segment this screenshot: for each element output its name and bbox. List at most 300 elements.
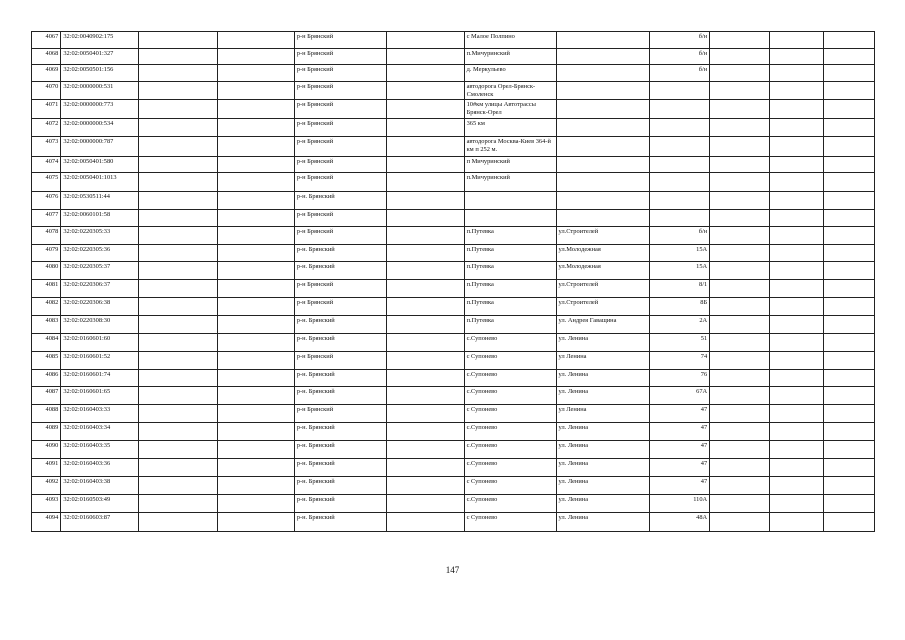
cell-cadastral-number: 32:02:0220305:33 xyxy=(61,227,139,245)
cell-cadastral-number: 32:02:0050401:580 xyxy=(61,157,139,173)
table-row xyxy=(32,227,875,245)
cell-street: ул.Строителей xyxy=(556,298,649,316)
cell-empty xyxy=(824,441,875,459)
cell-empty xyxy=(386,65,464,82)
cell-record-number: 4072 xyxy=(32,119,61,137)
cell-locality: п.Путевка xyxy=(464,245,556,262)
cell-empty xyxy=(217,65,294,82)
cell-empty xyxy=(769,137,824,157)
cell-house: 15А xyxy=(649,262,710,280)
cell-record-number: 4094 xyxy=(32,513,61,532)
cell-empty xyxy=(769,227,824,245)
cell-street: ул. Ленина xyxy=(556,495,649,513)
cell-cadastral-number: 32:02:0060101:58 xyxy=(61,210,139,227)
cell-street xyxy=(556,157,649,173)
cell-locality: с Супонево xyxy=(464,477,556,495)
cell-empty xyxy=(139,334,218,352)
cell-locality: 365 км xyxy=(464,119,556,137)
cell-locality: автодорога Орел-Брянск-Смоленск xyxy=(464,82,556,100)
registry-sheet xyxy=(31,31,875,532)
cell-empty xyxy=(710,119,770,137)
cell-empty xyxy=(769,192,824,210)
cell-house: 76 xyxy=(649,370,710,387)
cell-empty xyxy=(710,459,770,477)
cell-empty xyxy=(217,298,294,316)
cell-district: р-н. Брянский xyxy=(294,477,386,495)
cell-record-number: 4079 xyxy=(32,245,61,262)
cell-empty xyxy=(710,441,770,459)
cell-locality xyxy=(464,210,556,227)
cell-empty xyxy=(710,32,770,49)
cell-street: ул.Молодежная xyxy=(556,262,649,280)
cell-cadastral-number: 32:02:0160403:38 xyxy=(61,477,139,495)
cell-locality: с Супонево xyxy=(464,405,556,423)
cell-record-number: 4089 xyxy=(32,423,61,441)
cell-empty xyxy=(217,352,294,370)
cell-empty xyxy=(217,119,294,137)
table-row xyxy=(32,119,875,137)
cell-cadastral-number: 32:02:0220306:38 xyxy=(61,298,139,316)
cell-empty xyxy=(139,82,218,100)
table-row xyxy=(32,192,875,210)
cell-empty xyxy=(824,280,875,298)
cell-district: р-н Брянский xyxy=(294,280,386,298)
cell-empty xyxy=(710,477,770,495)
cell-street xyxy=(556,65,649,82)
cell-street: ул. Ленина xyxy=(556,387,649,405)
cell-empty xyxy=(710,82,770,100)
cell-empty xyxy=(824,459,875,477)
cell-house: б/н xyxy=(649,65,710,82)
cell-district: р-н Брянский xyxy=(294,119,386,137)
cell-empty xyxy=(139,262,218,280)
cell-empty xyxy=(824,334,875,352)
cell-house: 2А xyxy=(649,316,710,334)
cell-street xyxy=(556,137,649,157)
registry-rows xyxy=(32,32,875,532)
cell-house: 51 xyxy=(649,334,710,352)
cell-empty xyxy=(769,513,824,532)
cell-empty xyxy=(139,352,218,370)
cell-empty xyxy=(386,173,464,192)
cell-empty xyxy=(217,82,294,100)
cell-empty xyxy=(217,405,294,423)
cell-empty xyxy=(710,405,770,423)
table-row xyxy=(32,32,875,49)
cell-cadastral-number: 32:02:0160603:87 xyxy=(61,513,139,532)
cell-cadastral-number: 32:02:0160601:74 xyxy=(61,370,139,387)
cell-empty xyxy=(824,245,875,262)
cell-district: р-н. Брянский xyxy=(294,370,386,387)
cell-empty xyxy=(824,477,875,495)
cell-empty xyxy=(217,370,294,387)
cell-cadastral-number: 32:02:0160601:60 xyxy=(61,334,139,352)
cell-empty xyxy=(217,334,294,352)
cell-district: р-н. Брянский xyxy=(294,387,386,405)
cell-district: р-н. Брянский xyxy=(294,459,386,477)
cell-empty xyxy=(824,100,875,119)
cell-district: р-н Брянский xyxy=(294,82,386,100)
cell-empty xyxy=(386,157,464,173)
cell-empty xyxy=(824,173,875,192)
cell-empty xyxy=(139,137,218,157)
cell-cadastral-number: 32:02:0040902:175 xyxy=(61,32,139,49)
cell-cadastral-number: 32:02:0160403:36 xyxy=(61,459,139,477)
cell-empty xyxy=(386,32,464,49)
table-row xyxy=(32,298,875,316)
cell-empty xyxy=(386,298,464,316)
cell-empty xyxy=(139,173,218,192)
cell-empty xyxy=(139,477,218,495)
cell-street xyxy=(556,119,649,137)
cell-street xyxy=(556,192,649,210)
cell-empty xyxy=(217,459,294,477)
cell-empty xyxy=(769,477,824,495)
cell-street xyxy=(556,100,649,119)
cell-empty xyxy=(217,441,294,459)
cell-empty xyxy=(217,495,294,513)
cell-district: р-н. Брянский xyxy=(294,316,386,334)
cell-empty xyxy=(769,119,824,137)
cell-house xyxy=(649,119,710,137)
cell-record-number: 4086 xyxy=(32,370,61,387)
cell-empty xyxy=(824,513,875,532)
cell-locality: п.Путевка xyxy=(464,262,556,280)
cell-cadastral-number: 32:02:0220305:37 xyxy=(61,262,139,280)
cell-empty xyxy=(386,441,464,459)
table-row xyxy=(32,477,875,495)
cell-locality: с Супонево xyxy=(464,352,556,370)
cell-empty xyxy=(139,32,218,49)
cell-cadastral-number: 32:02:0050401:1013 xyxy=(61,173,139,192)
cell-empty xyxy=(386,405,464,423)
cell-empty xyxy=(710,370,770,387)
cell-house xyxy=(649,100,710,119)
cell-cadastral-number: 32:02:0050401:327 xyxy=(61,49,139,65)
cell-record-number: 4070 xyxy=(32,82,61,100)
cell-empty xyxy=(710,352,770,370)
cell-district: р-н Брянский xyxy=(294,137,386,157)
cell-empty xyxy=(824,210,875,227)
cell-cadastral-number: 32:02:0220306:37 xyxy=(61,280,139,298)
cell-empty xyxy=(139,100,218,119)
table-row xyxy=(32,513,875,532)
table-row xyxy=(32,157,875,173)
table-row xyxy=(32,423,875,441)
cell-locality: с.Супонево xyxy=(464,495,556,513)
cell-empty xyxy=(769,495,824,513)
cell-empty xyxy=(217,137,294,157)
cell-empty xyxy=(769,280,824,298)
cell-locality: с Малое Полпино xyxy=(464,32,556,49)
cell-district: р-н Брянский xyxy=(294,173,386,192)
cell-record-number: 4078 xyxy=(32,227,61,245)
cell-empty xyxy=(139,65,218,82)
cell-district: р-н. Брянский xyxy=(294,192,386,210)
cell-street xyxy=(556,173,649,192)
cell-empty xyxy=(824,298,875,316)
cell-district: р-н Брянский xyxy=(294,298,386,316)
cell-house xyxy=(649,210,710,227)
cell-locality: п.Путевка xyxy=(464,316,556,334)
cell-record-number: 4071 xyxy=(32,100,61,119)
cell-empty xyxy=(824,82,875,100)
cell-record-number: 4090 xyxy=(32,441,61,459)
cell-house: 67А xyxy=(649,387,710,405)
cell-record-number: 4067 xyxy=(32,32,61,49)
cell-empty xyxy=(386,119,464,137)
cell-cadastral-number: 32:02:0160403:33 xyxy=(61,405,139,423)
cell-empty xyxy=(710,192,770,210)
cell-locality: с Супонево xyxy=(464,513,556,532)
cell-locality: п.Мичуринский xyxy=(464,173,556,192)
cell-empty xyxy=(139,227,218,245)
cell-street: ул. Ленина xyxy=(556,423,649,441)
cell-house: 74 xyxy=(649,352,710,370)
cell-empty xyxy=(217,262,294,280)
cell-house xyxy=(649,192,710,210)
cell-cadastral-number: 32:02:0160403:35 xyxy=(61,441,139,459)
cell-empty xyxy=(769,316,824,334)
cell-empty xyxy=(824,65,875,82)
table-row xyxy=(32,262,875,280)
cell-empty xyxy=(386,352,464,370)
cell-empty xyxy=(824,157,875,173)
cell-empty xyxy=(710,65,770,82)
cell-empty xyxy=(386,334,464,352)
cell-locality xyxy=(464,192,556,210)
cell-locality: автодорога Москва-Киев 364-й км п 252 м. xyxy=(464,137,556,157)
cell-empty xyxy=(139,370,218,387)
cell-district: р-н Брянский xyxy=(294,210,386,227)
cell-empty xyxy=(769,245,824,262)
cell-empty xyxy=(386,370,464,387)
cell-locality: 10#км улицы Автотрассы Брянск-Орел xyxy=(464,100,556,119)
cell-empty xyxy=(824,192,875,210)
cell-empty xyxy=(386,280,464,298)
cell-empty xyxy=(769,423,824,441)
cell-record-number: 4081 xyxy=(32,280,61,298)
cell-locality: с.Супонево xyxy=(464,334,556,352)
cell-district: р-н. Брянский xyxy=(294,513,386,532)
cell-district: р-н Брянский xyxy=(294,227,386,245)
cell-empty xyxy=(769,370,824,387)
cell-street: ул. Андрея Гаващина xyxy=(556,316,649,334)
cell-empty xyxy=(710,298,770,316)
cell-cadastral-number: 32:02:0050501:156 xyxy=(61,65,139,82)
cell-street xyxy=(556,49,649,65)
cell-empty xyxy=(710,49,770,65)
cell-empty xyxy=(710,100,770,119)
table-row xyxy=(32,173,875,192)
cell-district: р-н. Брянский xyxy=(294,334,386,352)
cell-empty xyxy=(217,280,294,298)
cell-house xyxy=(649,82,710,100)
cell-record-number: 4092 xyxy=(32,477,61,495)
cell-empty xyxy=(769,387,824,405)
cell-empty xyxy=(217,227,294,245)
cell-cadastral-number: 32:02:0000000:531 xyxy=(61,82,139,100)
cell-empty xyxy=(769,352,824,370)
cell-district: р-н. Брянский xyxy=(294,495,386,513)
cell-district: р-н Брянский xyxy=(294,405,386,423)
cell-empty xyxy=(139,495,218,513)
cell-cadastral-number: 32:02:0000000:773 xyxy=(61,100,139,119)
cell-record-number: 4082 xyxy=(32,298,61,316)
table-row xyxy=(32,100,875,119)
cell-district: р-н. Брянский xyxy=(294,245,386,262)
cell-empty xyxy=(139,49,218,65)
cell-street: ул Ленина xyxy=(556,352,649,370)
table-row xyxy=(32,387,875,405)
cell-empty xyxy=(769,298,824,316)
cell-record-number: 4073 xyxy=(32,137,61,157)
cell-house: 47 xyxy=(649,405,710,423)
table-row xyxy=(32,316,875,334)
cell-empty xyxy=(217,210,294,227)
cell-empty xyxy=(710,227,770,245)
cell-empty xyxy=(217,173,294,192)
table-row xyxy=(32,49,875,65)
cell-empty xyxy=(386,423,464,441)
cell-empty xyxy=(139,192,218,210)
cell-empty xyxy=(769,82,824,100)
cell-district: р-н. Брянский xyxy=(294,441,386,459)
cell-cadastral-number: 32:02:0160403:34 xyxy=(61,423,139,441)
cell-empty xyxy=(824,316,875,334)
cell-empty xyxy=(139,298,218,316)
cell-empty xyxy=(824,262,875,280)
cell-empty xyxy=(386,210,464,227)
cell-district: р-н Брянский xyxy=(294,100,386,119)
cell-district: р-н. Брянский xyxy=(294,262,386,280)
cell-empty xyxy=(769,441,824,459)
cell-empty xyxy=(824,227,875,245)
cell-house xyxy=(649,157,710,173)
table-row xyxy=(32,82,875,100)
cell-empty xyxy=(217,157,294,173)
cell-house: 15А xyxy=(649,245,710,262)
cell-street xyxy=(556,210,649,227)
cell-empty xyxy=(139,459,218,477)
cell-empty xyxy=(386,100,464,119)
cell-empty xyxy=(386,49,464,65)
cell-empty xyxy=(769,65,824,82)
cell-record-number: 4075 xyxy=(32,173,61,192)
cell-cadastral-number: 32:02:0160601:52 xyxy=(61,352,139,370)
table-row xyxy=(32,352,875,370)
cell-empty xyxy=(139,157,218,173)
cell-empty xyxy=(710,157,770,173)
cell-empty xyxy=(710,334,770,352)
cell-cadastral-number: 32:02:0160503:49 xyxy=(61,495,139,513)
cell-empty xyxy=(710,137,770,157)
table-row xyxy=(32,280,875,298)
cell-empty xyxy=(386,495,464,513)
cell-empty xyxy=(139,423,218,441)
cell-street xyxy=(556,82,649,100)
cell-empty xyxy=(710,316,770,334)
cell-empty xyxy=(386,459,464,477)
cell-empty xyxy=(769,459,824,477)
cell-house xyxy=(649,173,710,192)
cell-empty xyxy=(710,173,770,192)
cell-house: 8Б xyxy=(649,298,710,316)
cell-district: р-н Брянский xyxy=(294,65,386,82)
cell-empty xyxy=(769,210,824,227)
cell-empty xyxy=(386,513,464,532)
cell-record-number: 4080 xyxy=(32,262,61,280)
cell-record-number: 4085 xyxy=(32,352,61,370)
cell-street: ул. Ленина xyxy=(556,334,649,352)
cell-locality: п.Путевка xyxy=(464,280,556,298)
cell-empty xyxy=(824,137,875,157)
cell-house: 47 xyxy=(649,477,710,495)
cell-empty xyxy=(710,423,770,441)
table-row xyxy=(32,441,875,459)
cell-empty xyxy=(824,370,875,387)
cell-empty xyxy=(386,387,464,405)
cell-empty xyxy=(386,262,464,280)
cell-record-number: 4091 xyxy=(32,459,61,477)
cell-empty xyxy=(386,82,464,100)
cell-street: ул. Ленина xyxy=(556,477,649,495)
table-row xyxy=(32,334,875,352)
cell-record-number: 4068 xyxy=(32,49,61,65)
cell-empty xyxy=(386,245,464,262)
cell-house: б/н xyxy=(649,49,710,65)
cell-empty xyxy=(769,173,824,192)
cell-locality: п.Путевка xyxy=(464,298,556,316)
cell-record-number: 4077 xyxy=(32,210,61,227)
table-row xyxy=(32,137,875,157)
cell-empty xyxy=(217,316,294,334)
cell-empty xyxy=(139,405,218,423)
cell-locality: п Мичуринский xyxy=(464,157,556,173)
cell-empty xyxy=(139,119,218,137)
table-row xyxy=(32,405,875,423)
cell-empty xyxy=(710,280,770,298)
cell-street: ул. Ленина xyxy=(556,459,649,477)
cell-empty xyxy=(824,352,875,370)
cell-empty xyxy=(769,100,824,119)
cell-empty xyxy=(217,387,294,405)
cell-empty xyxy=(824,405,875,423)
cell-empty xyxy=(139,210,218,227)
cell-street: ул Ленина xyxy=(556,405,649,423)
cell-empty xyxy=(769,157,824,173)
cell-house: 110А xyxy=(649,495,710,513)
cell-empty xyxy=(710,262,770,280)
cell-empty xyxy=(217,423,294,441)
cell-record-number: 4087 xyxy=(32,387,61,405)
cell-empty xyxy=(824,387,875,405)
cell-house: 8/1 xyxy=(649,280,710,298)
cell-empty xyxy=(139,387,218,405)
cell-empty xyxy=(217,100,294,119)
cell-empty xyxy=(139,316,218,334)
cell-cadastral-number: 32:02:0160601:65 xyxy=(61,387,139,405)
table-row xyxy=(32,495,875,513)
cell-empty xyxy=(217,32,294,49)
cell-record-number: 4088 xyxy=(32,405,61,423)
cell-empty xyxy=(139,513,218,532)
table-row xyxy=(32,65,875,82)
cell-empty xyxy=(217,477,294,495)
table-row xyxy=(32,370,875,387)
cell-street: ул.Строителей xyxy=(556,280,649,298)
cell-house xyxy=(649,137,710,157)
